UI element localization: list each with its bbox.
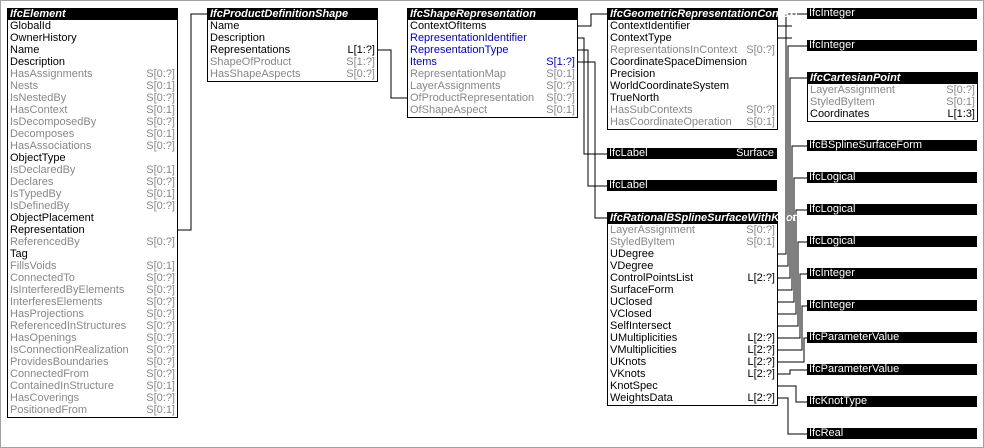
type-bar[interactable] [807, 332, 977, 343]
attribute-name: ObjectType [10, 152, 66, 164]
attribute-cardinality: S[0:?] [146, 356, 175, 368]
attribute-name: ObjectPlacement [10, 212, 94, 224]
attribute-row[interactable] [8, 260, 177, 272]
attribute-row[interactable] [608, 32, 777, 44]
attribute-cardinality: S[1:?] [546, 56, 575, 68]
attribute-row[interactable] [208, 44, 377, 56]
attribute-row[interactable] [8, 80, 177, 92]
label-bar-type-name: IfcLabel [609, 179, 648, 191]
attribute-name: OfShapeAspect [410, 104, 488, 116]
attribute-name: HasCoordinateOperation [610, 116, 732, 128]
attribute-row[interactable] [8, 140, 177, 152]
product-definition-shape-title: IfcProductDefinitionShape [208, 9, 377, 20]
attribute-row[interactable] [208, 56, 377, 68]
attribute-cardinality: S[0:1] [946, 96, 975, 108]
cartesian-point-rows [808, 84, 977, 120]
attribute-cardinality: S[0:?] [746, 104, 775, 116]
attribute-row[interactable] [8, 308, 177, 320]
attribute-name: ProvidesBoundaries [10, 356, 109, 368]
attribute-name: LayerAssignments [410, 80, 501, 92]
attribute-name: VDegree [610, 260, 654, 272]
cartesian-point-title: IfcCartesianPoint [808, 73, 977, 84]
attribute-row[interactable] [208, 20, 377, 32]
attribute-cardinality: L[1:?] [347, 44, 375, 56]
attribute-cardinality: S[0:?] [146, 332, 175, 344]
attribute-name: FillsVoids [10, 260, 57, 272]
attribute-row[interactable] [608, 320, 777, 332]
attribute-name: HasSubContexts [610, 104, 693, 116]
attribute-name: Declares [10, 176, 54, 188]
product-definition-shape-rows [208, 20, 377, 80]
attribute-name: StyledByItem [810, 96, 875, 108]
attribute-name: UKnots [610, 356, 647, 368]
attribute-cardinality: S[0:?] [146, 308, 175, 320]
attribute-name: HasShapeAspects [210, 68, 301, 80]
attribute-name: InterferesElements [10, 296, 103, 308]
attribute-name: HasProjections [10, 308, 84, 320]
attribute-name: Name [210, 20, 240, 32]
type-bar[interactable] [807, 8, 977, 19]
type-bar-label: IfcInteger [809, 39, 855, 51]
attribute-row[interactable] [8, 344, 177, 356]
attribute-row[interactable] [208, 68, 377, 80]
attribute-name: Coordinates [810, 108, 870, 120]
attribute-row[interactable] [608, 224, 777, 236]
attribute-name: RepresentationType [410, 44, 509, 56]
cartesian-point-box[interactable] [807, 72, 978, 122]
label-bar-surface-name: IfcLabel [609, 147, 648, 159]
attribute-cardinality: L[1:3] [947, 108, 975, 120]
attribute-cardinality: L[2:?] [747, 356, 775, 368]
attribute-name: TrueNorth [610, 92, 660, 104]
type-bar-label: IfcParameterValue [809, 331, 900, 343]
type-bar-label: IfcInteger [809, 267, 855, 279]
attribute-row[interactable] [8, 20, 177, 32]
attribute-name: OfProductRepresentation [410, 92, 535, 104]
attribute-row[interactable] [8, 284, 177, 296]
geometric-representation-context-rows [608, 20, 777, 128]
edge-representation-identifier [577, 38, 607, 154]
attribute-name: ContainedInStructure [10, 380, 114, 392]
label-bar-surface[interactable] [607, 148, 777, 159]
rational-bspline-surface-title: IfcRationalBSplineSurfaceWithKnots [610, 212, 803, 224]
attribute-name: ShapeOfProduct [210, 56, 292, 68]
attribute-cardinality: S[0:1] [146, 260, 175, 272]
attribute-cardinality: S[0:1] [146, 404, 175, 416]
attribute-name: LayerAssignment [810, 84, 895, 96]
product-definition-shape-box[interactable] [207, 8, 378, 82]
attribute-cardinality: S[0:1] [146, 188, 175, 200]
attribute-row[interactable] [608, 332, 777, 344]
attribute-name: Representation [10, 224, 85, 236]
attribute-row[interactable] [608, 260, 777, 272]
attribute-cardinality: S[0:?] [146, 68, 175, 80]
attribute-cardinality: L[2:?] [747, 368, 775, 380]
attribute-row[interactable] [608, 20, 777, 32]
rational-bspline-surface-box[interactable] [607, 212, 803, 406]
attribute-cardinality: L[2:?] [747, 392, 775, 404]
attribute-row[interactable] [608, 344, 777, 356]
type-bar[interactable] [807, 140, 977, 151]
attribute-cardinality: S[0:?] [146, 92, 175, 104]
attribute-cardinality: S[0:1] [546, 104, 575, 116]
attribute-row[interactable] [408, 92, 577, 104]
attribute-name: GlobalId [10, 20, 51, 32]
attribute-name: OwnerHistory [10, 32, 77, 44]
type-bar[interactable] [807, 396, 977, 407]
label-bar-surface-value: Surface [736, 147, 774, 159]
attribute-row[interactable] [608, 284, 777, 296]
attribute-cardinality: S[0:?] [146, 284, 175, 296]
attribute-row[interactable] [408, 68, 577, 80]
attribute-row[interactable] [608, 236, 777, 248]
attribute-cardinality: L[2:?] [747, 272, 775, 284]
attribute-cardinality: S[0:?] [546, 80, 575, 92]
attribute-row[interactable] [408, 56, 577, 68]
attribute-name: HasAssociations [10, 140, 92, 152]
attribute-name: VMultiplicities [610, 344, 677, 356]
attribute-row[interactable] [8, 200, 177, 212]
attribute-cardinality: S[0:1] [146, 128, 175, 140]
attribute-row[interactable] [8, 32, 177, 44]
attribute-row[interactable] [8, 176, 177, 188]
type-bar-label: IfcBSplineSurfaceForm [809, 139, 923, 151]
edge-knotspec [778, 386, 807, 402]
attribute-row[interactable] [8, 152, 177, 164]
attribute-row[interactable] [408, 44, 577, 56]
rational-bspline-surface-rows [608, 224, 777, 404]
attribute-name: IsTypedBy [10, 188, 62, 200]
label-bar-type[interactable] [607, 180, 777, 191]
attribute-cardinality: S[0:1] [146, 380, 175, 392]
attribute-cardinality: S[0:?] [146, 392, 175, 404]
attribute-row[interactable] [8, 392, 177, 404]
attribute-row[interactable] [808, 84, 977, 96]
attribute-row[interactable] [608, 392, 777, 404]
attribute-cardinality: S[1:?] [346, 56, 375, 68]
type-bar-label: IfcLogical [809, 235, 856, 247]
attribute-name: HasOpenings [10, 332, 77, 344]
attribute-row[interactable] [8, 92, 177, 104]
attribute-row[interactable] [608, 368, 777, 380]
attribute-name: HasAssignments [10, 68, 93, 80]
shape-representation-rows [408, 20, 577, 116]
attribute-cardinality: S[0:?] [146, 368, 175, 380]
attribute-name: UClosed [610, 296, 653, 308]
shape-representation-box[interactable] [407, 8, 578, 118]
attribute-row[interactable] [8, 212, 177, 224]
edge-context-of-items [577, 14, 607, 26]
attribute-row[interactable] [8, 224, 177, 236]
attribute-row[interactable] [608, 296, 777, 308]
attribute-name: UDegree [610, 248, 655, 260]
attribute-row[interactable] [608, 308, 777, 320]
attribute-row[interactable] [8, 128, 177, 140]
attribute-name: IsInterferedByElements [10, 284, 125, 296]
attribute-cardinality: S[0:?] [146, 272, 175, 284]
type-bar[interactable] [807, 236, 977, 247]
attribute-row[interactable] [8, 368, 177, 380]
attribute-row[interactable] [8, 104, 177, 116]
attribute-row[interactable] [408, 104, 577, 116]
attribute-row[interactable] [8, 404, 177, 416]
attribute-cardinality: S[0:1] [146, 80, 175, 92]
attribute-name: ConnectedFrom [10, 368, 89, 380]
attribute-name: PositionedFrom [10, 404, 88, 416]
attribute-name: Precision [610, 68, 656, 80]
attribute-name: ReferencedInStructures [10, 320, 127, 332]
attribute-name: UMultiplicities [610, 332, 678, 344]
attribute-cardinality: S[0:1] [546, 68, 575, 80]
attribute-name: KnotSpec [610, 380, 658, 392]
attribute-row[interactable] [8, 236, 177, 248]
attribute-name: IsDecomposedBy [10, 116, 97, 128]
attribute-cardinality: L[2:?] [747, 344, 775, 356]
edge-representation [177, 14, 207, 230]
type-bar-label: IfcReal [809, 427, 844, 439]
edge-vmult [778, 306, 807, 350]
geometric-representation-context-title: IfcGeometricRepresentationContext [610, 8, 799, 20]
type-bar[interactable] [807, 204, 977, 215]
attribute-cardinality: S[0:1] [746, 116, 775, 128]
attribute-name: VKnots [610, 368, 646, 380]
ifc-element-title: IfcElement [8, 9, 177, 20]
attribute-row[interactable] [608, 116, 777, 128]
ifc-element-rows [8, 20, 177, 416]
attribute-name: RepresentationsInContext [610, 44, 738, 56]
attribute-row[interactable] [608, 356, 777, 368]
attribute-cardinality: S[0:?] [546, 92, 575, 104]
attribute-row[interactable] [8, 380, 177, 392]
edge-vknots [778, 370, 807, 374]
attribute-row[interactable] [8, 188, 177, 200]
attribute-cardinality: S[0:?] [146, 320, 175, 332]
attribute-name: HasContext [10, 104, 68, 116]
attribute-row[interactable] [8, 44, 177, 56]
attribute-name: ContextIdentifier [610, 20, 691, 32]
attribute-cardinality: S[0:?] [146, 344, 175, 356]
attribute-row[interactable] [8, 272, 177, 284]
attribute-name: ContextType [610, 32, 672, 44]
type-bar[interactable] [807, 40, 977, 51]
attribute-row[interactable] [8, 320, 177, 332]
attribute-cardinality: S[0:?] [146, 140, 175, 152]
attribute-row[interactable] [208, 32, 377, 44]
attribute-row[interactable] [808, 96, 977, 108]
type-bar-label: IfcInteger [809, 7, 855, 19]
attribute-cardinality: L[2:?] [747, 332, 775, 344]
attribute-cardinality: S[0:?] [946, 84, 975, 96]
attribute-cardinality: S[0:?] [146, 236, 175, 248]
attribute-name: WorldCoordinateSystem [610, 80, 730, 92]
attribute-name: Name [10, 44, 40, 56]
attribute-row[interactable] [8, 296, 177, 308]
type-bar[interactable] [807, 300, 977, 311]
attribute-name: HasCoverings [10, 392, 80, 404]
attribute-cardinality: S[0:1] [746, 236, 775, 248]
attribute-cardinality: S[0:?] [146, 296, 175, 308]
attribute-name: Decomposes [10, 128, 75, 140]
attribute-cardinality: S[0:?] [746, 224, 775, 236]
attribute-row[interactable] [8, 116, 177, 128]
attribute-name: CoordinateSpaceDimension [610, 56, 747, 68]
attribute-row[interactable] [408, 80, 577, 92]
attribute-row[interactable] [608, 80, 777, 92]
attribute-cardinality: S[0:?] [146, 116, 175, 128]
attribute-cardinality: S[0:1] [146, 104, 175, 116]
attribute-name: ConnectedTo [10, 272, 75, 284]
type-bar-label: IfcInteger [809, 299, 855, 311]
geometric-representation-context-box[interactable] [607, 8, 799, 130]
shape-representation-title: IfcShapeRepresentation [408, 9, 577, 20]
ifc-element-box[interactable] [7, 8, 178, 418]
attribute-row[interactable] [608, 68, 777, 80]
type-bar[interactable] [807, 364, 977, 375]
attribute-cardinality: S[0:?] [146, 176, 175, 188]
attribute-name: Items [410, 56, 437, 68]
attribute-cardinality: S[0:?] [346, 68, 375, 80]
attribute-row[interactable] [608, 56, 777, 68]
attribute-row[interactable] [8, 56, 177, 68]
attribute-row[interactable] [8, 164, 177, 176]
edge-weights [778, 398, 807, 434]
attribute-row[interactable] [408, 32, 577, 44]
edge-representations [376, 50, 407, 98]
attribute-row[interactable] [608, 92, 777, 104]
attribute-name: WeightsData [610, 392, 673, 404]
attribute-row[interactable] [808, 108, 977, 120]
attribute-row[interactable] [8, 332, 177, 344]
attribute-name: RepresentationIdentifier [410, 32, 527, 44]
edge-items [577, 62, 607, 218]
attribute-name: Representations [210, 44, 291, 56]
type-bar-label: IfcLogical [809, 203, 856, 215]
attribute-name: ReferencedBy [10, 236, 80, 248]
attribute-cardinality: S[0:?] [746, 44, 775, 56]
attribute-row[interactable] [8, 356, 177, 368]
attribute-name: Description [210, 32, 266, 44]
attribute-name: Description [10, 56, 66, 68]
attribute-name: Tag [10, 248, 28, 260]
attribute-name: StyledByItem [610, 236, 675, 248]
type-bar[interactable] [807, 428, 977, 439]
type-bar[interactable] [807, 268, 977, 279]
attribute-name: IsNestedBy [10, 92, 67, 104]
attribute-name: SelfIntersect [610, 320, 672, 332]
attribute-name: Nests [10, 80, 39, 92]
attribute-row[interactable] [408, 20, 577, 32]
attribute-cardinality: S[0:?] [146, 200, 175, 212]
attribute-row[interactable] [608, 248, 777, 260]
attribute-name: IsConnectionRealization [10, 344, 129, 356]
attribute-name: IsDeclaredBy [10, 164, 76, 176]
attribute-row[interactable] [608, 272, 777, 284]
type-bar-label: IfcKnotType [809, 395, 868, 407]
attribute-name: IsDefinedBy [10, 200, 70, 212]
type-bar[interactable] [807, 172, 977, 183]
attribute-row[interactable] [608, 380, 777, 392]
attribute-name: ContextOfItems [410, 20, 487, 32]
attribute-cardinality: S[0:1] [146, 164, 175, 176]
attribute-name: VClosed [610, 308, 652, 320]
edge-representation-type [577, 50, 607, 186]
attribute-name: RepresentationMap [410, 68, 507, 80]
attribute-row[interactable] [8, 248, 177, 260]
attribute-name: SurfaceForm [610, 284, 674, 296]
attribute-name: ControlPointsList [610, 272, 694, 284]
attribute-row[interactable] [608, 104, 777, 116]
attribute-row[interactable] [608, 44, 777, 56]
type-bar-label: IfcLogical [809, 171, 856, 183]
type-bar-label: IfcParameterValue [809, 363, 900, 375]
attribute-row[interactable] [8, 68, 177, 80]
attribute-name: LayerAssignment [610, 224, 695, 236]
